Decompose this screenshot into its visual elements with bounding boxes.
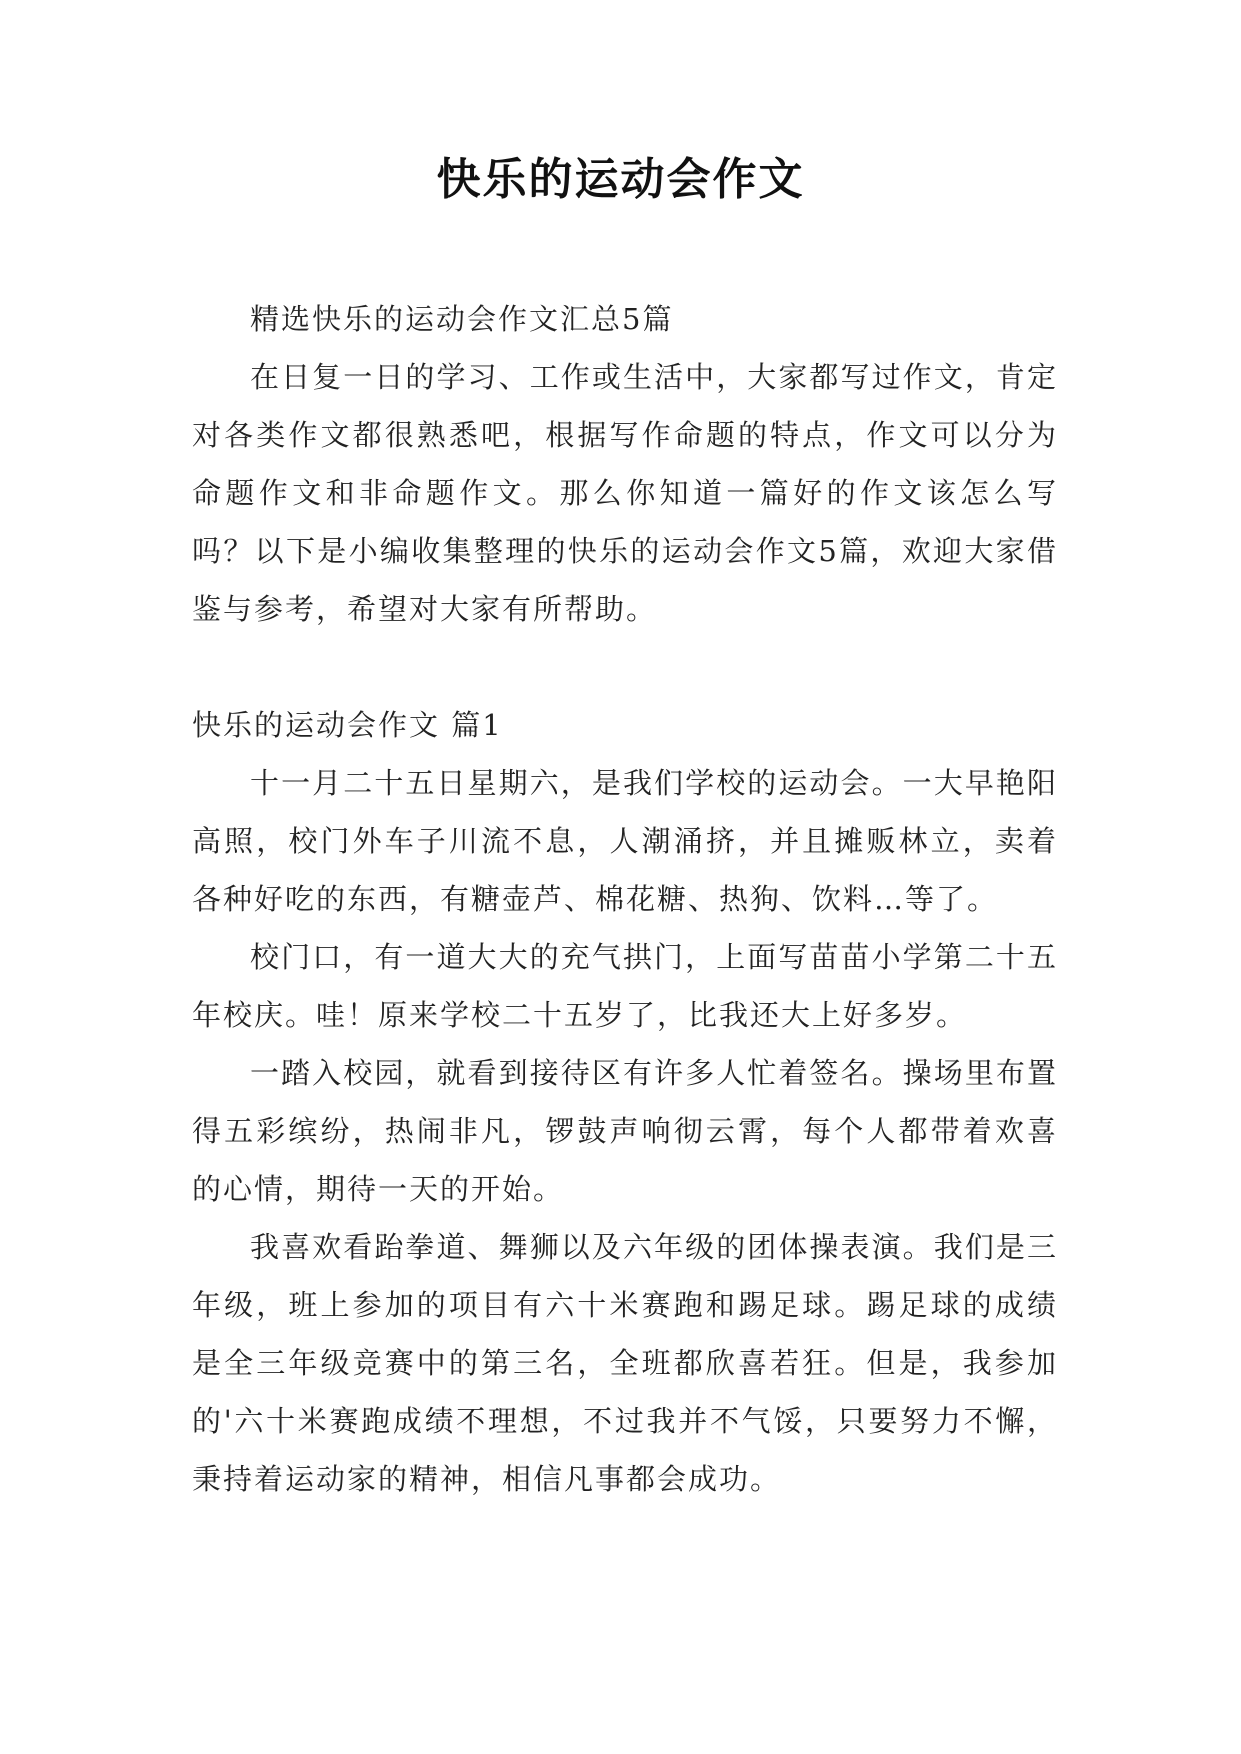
body-paragraph-3: 一踏入校园，就看到接待区有许多人忙着签名。操场里布置得五彩缤纷，热闹非凡，锣鼓声响彻云霄，每个人都带着欢喜的心情，期待一天的开始。 bbox=[192, 1056, 1058, 1206]
body-paragraph-1: 十一月二十五日星期六，是我们学校的运动会。一大早艳阳高照，校门外车子川流不息，人潮涌挤，并且摊贩林立，卖着各种好吃的东西，有糖壶芦、棉花糖、热狗、饮料…等了。 bbox=[192, 766, 1058, 916]
body-paragraph-2: 校门口，有一道大大的充气拱门，上面写苗苗小学第二十五年校庆。哇！原来学校二十五岁了，比我还大上好多岁。 bbox=[192, 940, 1058, 1032]
intro-paragraph: 在日复一日的学习、工作或生活中，大家都写过作文，肯定对各类作文都很熟悉吧，根据写作命题的特点，作文可以分为命题作文和非命题作文。那么你知道一篇好的作文该怎么写吗？以下是小编收集整理的快乐的运动会作文5篇，欢迎大家借鉴与参考，希望对大家有所帮助。 bbox=[192, 360, 1058, 626]
body-paragraph-4: 我喜欢看跆拳道、舞狮以及六年级的团体操表演。我们是三年级，班上参加的项目有六十米赛跑和踢足球。踢足球的成绩是全三年级竞赛中的第三名，全班都欣喜若狂。但是，我参加的'六十米赛跑成绩不理想，不过我并不气馁，只要努力不懈，秉持着运动家的精神，相信凡事都会成功。 bbox=[192, 1230, 1058, 1496]
document-title: 快乐的运动会作文 bbox=[436, 154, 805, 205]
section-title: 快乐的运动会作文 篇1 bbox=[192, 708, 503, 742]
intro-subtitle: 精选快乐的运动会作文汇总5篇 bbox=[250, 302, 674, 336]
document-body bbox=[192, 290, 1058, 1508]
